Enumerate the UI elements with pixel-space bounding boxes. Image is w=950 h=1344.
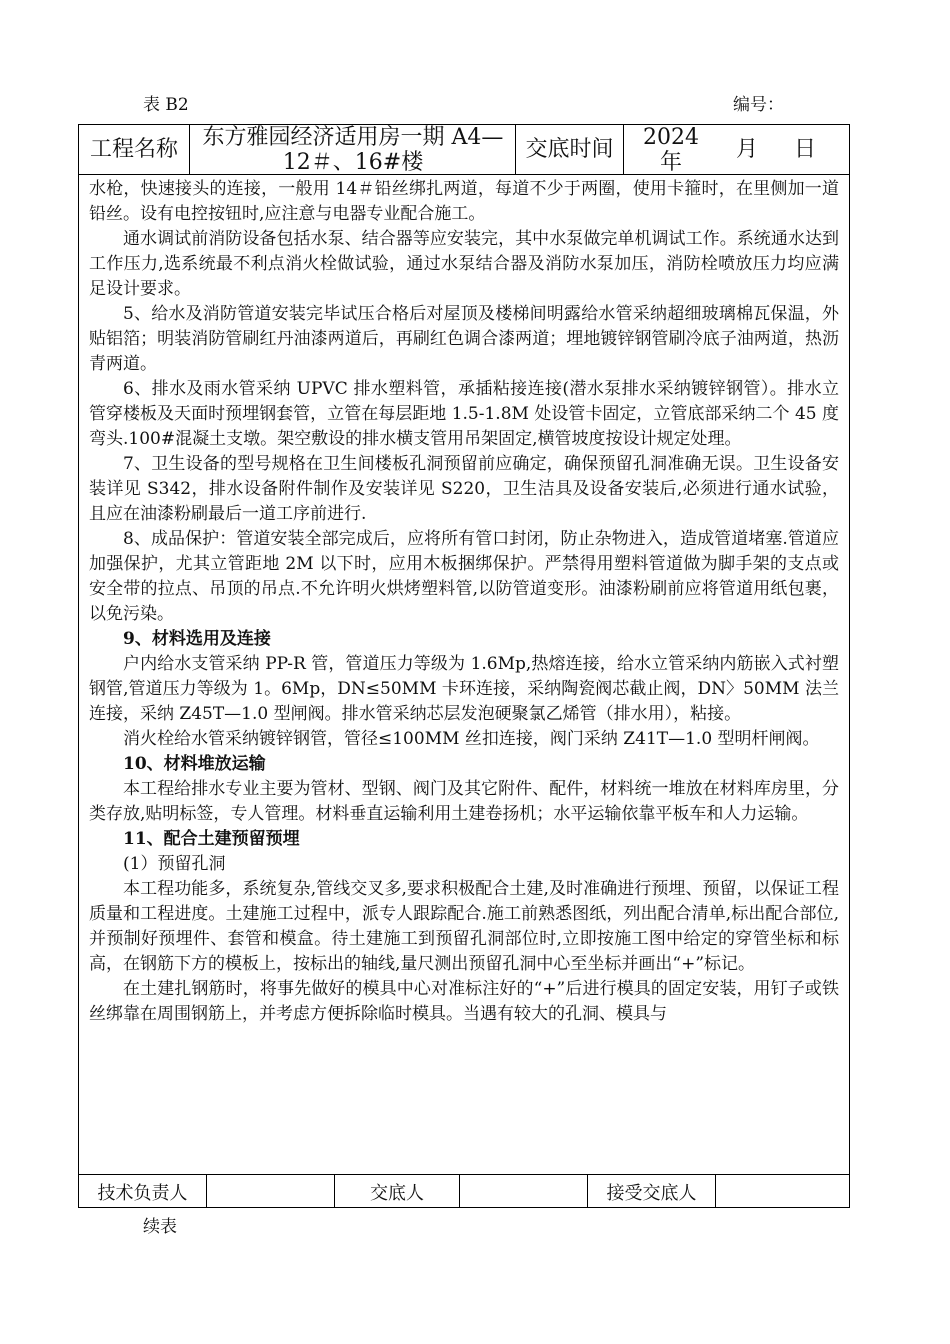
disclosure-table: [78, 124, 850, 1208]
body-paragraph: 水枪，快速接头的连接，一般用 14＃铅丝绑扎两道，每道不少于两圈，使用卡箍时，在里侧加一道铅丝。设有电控按钮时,应注意与电器专业配合施工。: [89, 179, 839, 224]
receiver-signature: [716, 1175, 849, 1208]
receiver-label: 接受交底人: [606, 1182, 697, 1204]
body-paragraph: 5、给水及消防管道安装完毕试压合格后对屋顶及楼梯间明露给水管采纳超细玻璃棉瓦保温，外贴铝箔；明装消防管刷红丹油漆两道后，再刷红色调合漆两道；埋地镀锌钢管刷冷底子油两道，热沥青两道。: [89, 304, 839, 374]
disclosure-time-label: 交底时间: [525, 137, 614, 162]
section-heading: 10、材料堆放运输: [123, 754, 266, 774]
continued-label: 续表: [143, 1217, 177, 1237]
body-paragraph: 消火栓给水管采纳镀锌钢管，管径≤100MM 丝扣连接，阀门采纳 Z41T—1.0 型明杆闸阀。: [123, 729, 820, 749]
disclosure-day: 日: [793, 137, 816, 162]
body-paragraph: 6、排水及雨水管采纳 UPVC 排水塑料管，承插粘接连接(潜水泵排水采纳镀锌钢管）。排水立管穿楼板及天面时预埋钢套管，立管在每层距地 1.5-1.8M 处设管卡固定，立管底部采纳二个 45 度弯头.100#混凝土支墩。架空敷设的排水横支管用吊架固定,横管坡度按设计规定处理。: [89, 379, 839, 449]
body-paragraph: 在土建扎钢筋时，将事先做好的模具中心对准标注好的“+”后进行模具的固定安装，用钉子或铁丝绑靠在周围钢筋上，并考虑方便拆除临时模具。当遇有较大的孔洞、模具与: [89, 979, 839, 1024]
tech-lead-signature: [207, 1175, 334, 1208]
body-paragraph: 本工程给排水专业主要为管材、型钢、阀门及其它附件、配件，材料统一堆放在材料库房里，分类存放,贴明标签，专人管理。材料垂直运输利用土建卷扬机；水平运输依靠平板车和人力运输。: [89, 779, 839, 824]
body-paragraph: 8、成品保护：管道安装全部完成后，应将所有管口封闭，防止杂物进入，造成管道堵塞.管道应加强保护，尤其立管距地 2M 以下时，应用木板捆绑保护。严禁得用塑料管道做为脚手架的支点或安全带的拉点、吊顶的吊点.不允许明火烘烤塑料管,以防管道变形。油漆粉刷前应将管道用纸包裹，以免污染。: [89, 529, 839, 624]
body-paragraph: 7、卫生设备的型号规格在卫生间楼板孔洞预留前应确定，确保预留孔洞准确无误。卫生设备安装详见 S342，排水设备附件制作及安装详见 S220，卫生洁具及设备安装后,必须进行通水试验，且应在油漆粉刷最后一道工序前进行.: [89, 454, 839, 524]
body-paragraph: 本工程功能多，系统复杂,管线交叉多,要求积极配合土建,及时准确进行预埋、预留，以保证工程质量和工程进度。土建施工过程中，派专人跟踪配合.施工前熟悉图纸，列出配合清单,标出配合部位,并预制好预埋件、套管和模盒。待土建施工到预留孔洞部位时,立即按施工图中给定的穿管坐标和标高，在钢筋下方的模板上，按标出的轴线,量尺测出预留孔洞中心至坐标并画出“+”标记。: [89, 879, 839, 974]
body-paragraph: 户内给水支管采纳 PP-R 管，管道压力等级为 1.6Mp,热熔连接，给水立管采纳内筋嵌入式衬塑钢管,管道压力等级为 1。6Mp，DN≤50MM 卡环连接，采纳陶瓷阀芯截止阀，DN〉50MM 法兰连接，采纳 Z45T—1.0 型闸阀。排水管采纳芯层发泡硬聚氯乙烯管（排水用），粘接。: [89, 654, 839, 724]
briefer-label: 交底人: [370, 1182, 424, 1204]
serial-number-label: 编号：: [733, 95, 784, 115]
body-paragraph: (1）预留孔洞: [123, 854, 226, 874]
disclosure-content: [89, 177, 839, 1027]
body-paragraph: 通水调试前消防设备包括水泵、结合器等应安装完，其中水泵做完单机调试工作。系统通水达到工作压力,选系统最不利点消火栓做试验，通过水泵结合器及消防水泵加压，消防栓喷放压力均应满足设计要求。: [89, 229, 839, 299]
briefer-signature: [460, 1175, 587, 1208]
disclosure-year: 2024 年: [643, 124, 699, 175]
form-number-label: 表 B2: [143, 95, 189, 115]
section-heading: 11、配合土建预留预埋: [123, 829, 300, 849]
project-name-value: 东方雅园经济适用房一期 A4—12＃、16#楼: [202, 124, 504, 175]
section-heading: 9、材料选用及连接: [123, 629, 271, 649]
tech-lead-label: 技术负责人: [97, 1182, 188, 1204]
project-name-label: 工程名称: [89, 137, 178, 162]
disclosure-month: 月: [735, 137, 758, 162]
